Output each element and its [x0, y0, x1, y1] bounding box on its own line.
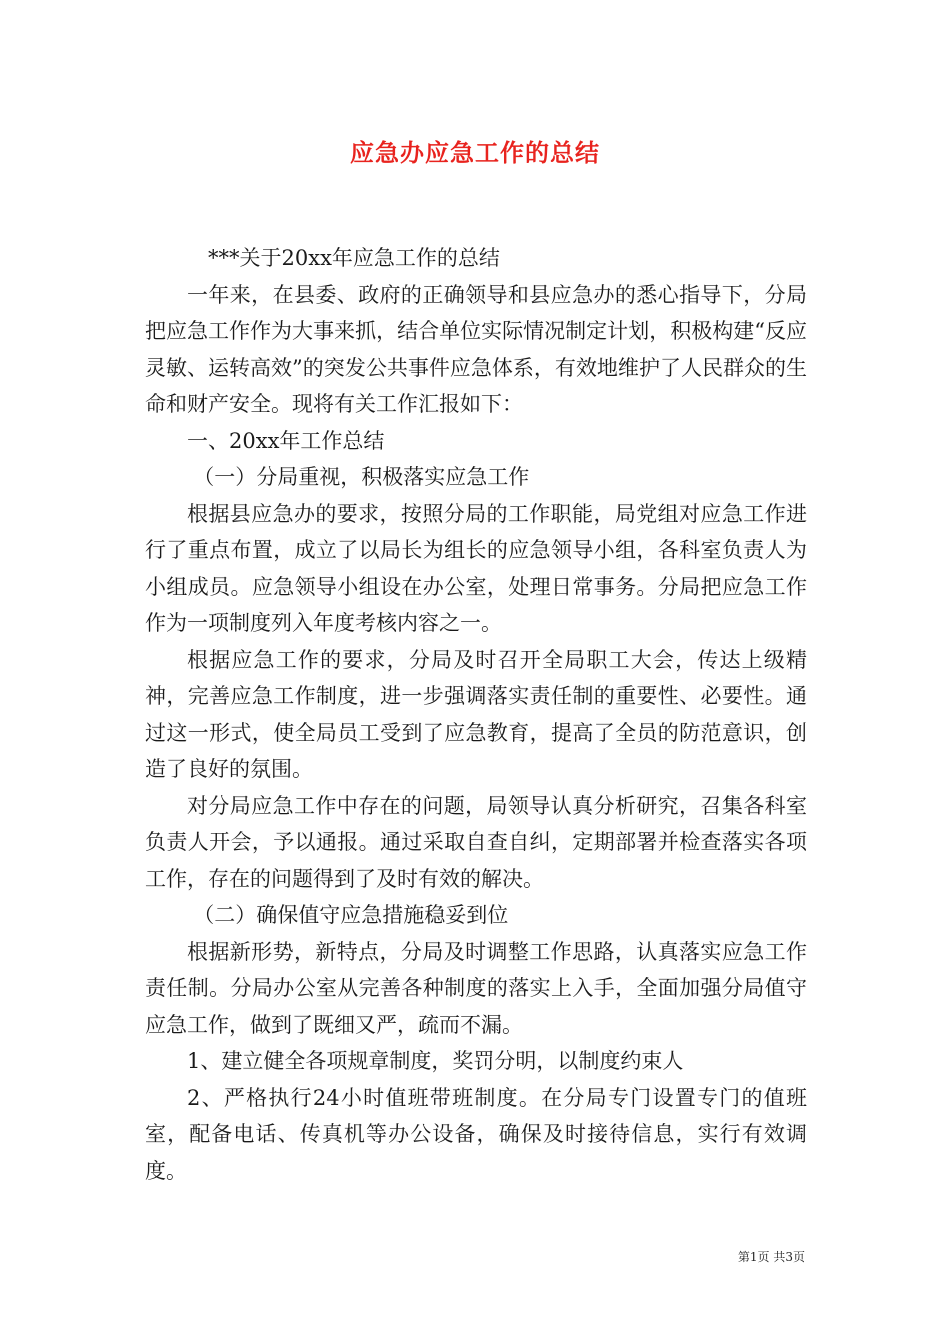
- section-heading: 一、20xx年工作总结: [187, 428, 385, 453]
- paragraph: 根据县应急办的要求，按照分局的工作职能，局党组对应急工作进行了重点布置，成立了以局长为组长的应急领导小组，各科室负责人为小组成员。应急领导小组设在办公室，处理日常事务。分局把应急工作作为一项制度列入年度考核内容之一。: [145, 501, 807, 635]
- paragraph: 对分局应急工作中存在的问题，局领导认真分析研究，召集各科室负责人开会，予以通报。通过采取自查自纠，定期部署并检查落实各项工作，存在的问题得到了及时有效的解决。: [145, 793, 807, 891]
- document-title: 应急办应急工作的总结: [350, 139, 600, 167]
- subsection-heading: （一）分局重视，积极落实应急工作: [193, 465, 530, 489]
- subsection-heading: （二）确保值守应急措施稳妥到位: [193, 903, 509, 927]
- page-number: 第1页 共3页: [737, 1250, 805, 1264]
- paragraph: 根据新形势，新特点，分局及时调整工作思路，认真落实应急工作责任制。分局办公室从完善各种制度的落实上入手，全面加强分局值守应急工作，做到了既细又严，疏而不漏。: [145, 939, 807, 1037]
- paragraph: 一年来，在县委、政府的正确领导和县应急办的悉心指导下，分局把应急工作作为大事来抓，结合单位实际情况制定计划，积极构建“反应灵敏、运转高效”的突发公共事件应急体系，有效地维护了人民群众的生命和财产安全。现将有关工作汇报如下：: [145, 282, 807, 416]
- list-item: 2、严格执行24小时值班带班制度。在分局专门设置专门的值班室，配备电话、传真机等办公设备，确保及时接待信息，实行有效调度。: [145, 1085, 807, 1183]
- paragraph-heading: ***关于20xx年应急工作的总结: [208, 246, 500, 270]
- paragraph: 根据应急工作的要求，分局及时召开全局职工大会，传达上级精神，完善应急工作制度，进一步强调落实责任制的重要性、必要性。通过这一形式，使全局员工受到了应急教育，提高了全员的防范意识，创造了良好的氛围。: [145, 647, 807, 781]
- list-item: 1、建立健全各项规章制度，奖罚分明，以制度约束人: [187, 1049, 684, 1073]
- document-body: [145, 240, 807, 1189]
